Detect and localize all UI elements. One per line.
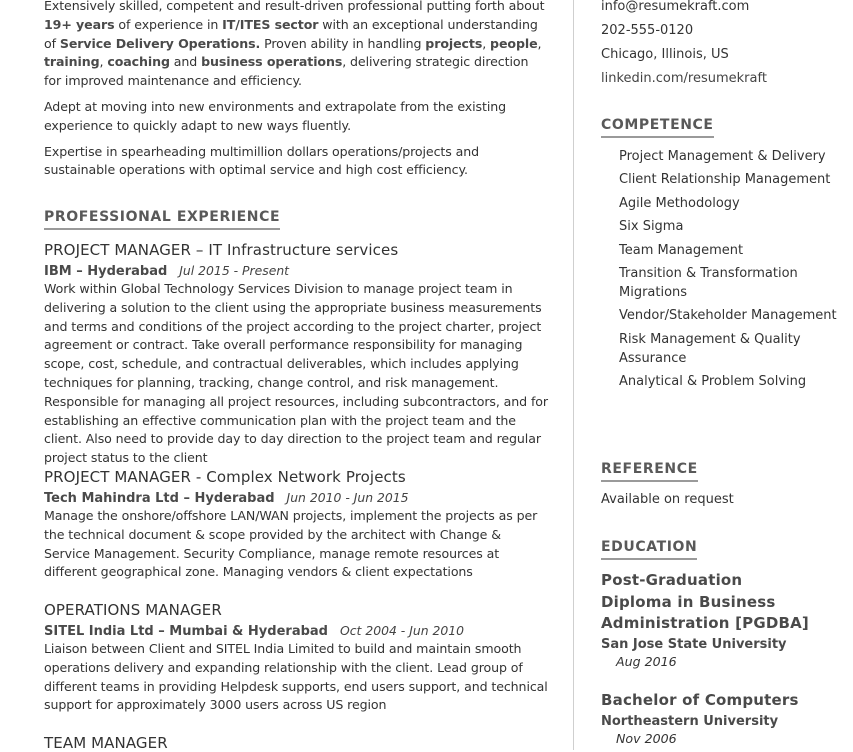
job-title: PROJECT MANAGER - Complex Network Projects (44, 468, 406, 486)
job-company-name: IBM – Hyderabad (44, 264, 168, 279)
summary-text: Proven ability in handling (260, 35, 426, 51)
summary-keyword: 19+ years (44, 16, 115, 32)
education-degree: Bachelor of Computers (601, 691, 799, 709)
reference-text: Available on request (601, 492, 734, 507)
competence-item: Project Management & Delivery (619, 149, 826, 164)
education-degree: Post-Graduation Diploma in Business Administration [PGDBA] (601, 571, 809, 632)
contact-linkedin[interactable]: linkedin.com/resumekraft (601, 71, 767, 86)
summary-text: , (537, 35, 542, 51)
summary-text: Extensively skilled, competent and result-driven professional putting forth about (44, 0, 545, 13)
education-entry (601, 690, 816, 746)
education-school: San Jose State University (601, 636, 787, 652)
contact-email[interactable]: info@resumekraft.com (601, 0, 750, 14)
education-entry (601, 570, 816, 669)
competence-item: Team Management (619, 242, 744, 258)
summary-keyword: people (490, 35, 538, 51)
job-company (44, 490, 549, 506)
competence-item: Vendor/Stakeholder Management (619, 308, 837, 324)
summary-text: , (482, 35, 491, 51)
competence-list (601, 147, 841, 396)
summary-paragraph-3: Expertise in spearheading multimillion dollars operations/projects and sustainable operations with optimal service and high cost efficiency. (44, 143, 479, 178)
column-divider (573, 0, 574, 750)
education-section-header (601, 536, 841, 560)
contact-phone: 202-555-0120 (601, 23, 694, 38)
competence-items (601, 147, 841, 391)
summary-keyword: training (44, 54, 100, 70)
job-entry (44, 468, 549, 582)
job-entry (44, 734, 549, 752)
job-entry (44, 601, 549, 715)
job-title: PROJECT MANAGER – IT Infrastructure services (44, 241, 399, 259)
competence-item: Client Relationship Management (619, 172, 831, 188)
summary-paragraph-1 (44, 0, 549, 91)
summary-text: , (99, 54, 108, 70)
summary-keyword: IT/ITES sector (222, 16, 319, 32)
section-title-experience: PROFESSIONAL EXPERIENCE (44, 209, 280, 230)
competence-item: Six Sigma (619, 219, 684, 235)
summary-text: of experience in (114, 16, 223, 32)
education-date: Nov 2006 (616, 730, 677, 746)
contact-location: Chicago, Illinois, US (601, 47, 729, 62)
competence-section-header (601, 114, 841, 138)
competence-item: Analytical & Problem Solving (619, 374, 807, 390)
summary-keyword: projects (425, 35, 483, 51)
job-dates: Oct 2004 - Jun 2010 (339, 623, 465, 638)
job-dates: Jul 2015 - Present (179, 263, 290, 278)
competence-item: Transition & Transformation Migrations (619, 265, 798, 300)
job-title: OPERATIONS MANAGER (44, 601, 222, 619)
summary-text: with an exceptional understanding of (44, 16, 538, 51)
job-description: Work within Global Technology Services Division to manage project team in delivering a solution to the client using the appropriate business measurements and terms and conditions of the project according to the project charter, project agreement or contract. Take overall performance responsibility for managing scope, cost, schedule, and contractual deliverables, which includes applying techniques for planning, tracking, change control, and risk management. Responsible for managing all project resources, including subcontractors, and for establishing an effective communication plan with the project team and the client. Also need to provide day to day direction to the project team and regular project status to the client (44, 281, 548, 466)
summary-text: and (169, 54, 202, 70)
job-title: TEAM MANAGER (44, 734, 168, 752)
contact-section (601, 0, 841, 91)
summary-keyword: business operations (201, 54, 343, 70)
summary-text: , delivering strategic direction for improved maintenance and efficiency. (44, 54, 529, 89)
education-school: Northeastern University (601, 713, 779, 729)
summary-section (44, 0, 549, 180)
section-title-education: EDUCATION (601, 539, 697, 560)
summary-keyword: coaching (107, 54, 170, 70)
job-description: Manage the onshore/offshore LAN/WAN projects, implement the projects as per the technical document & scope provided by the architect with Change & Service Management. Security Compliance, manage remote resources at different geographical zone. Managing vendors & client expectations (44, 508, 538, 580)
job-dates: Jun 2010 - Jun 2015 (286, 490, 409, 505)
job-company-name: SITEL India Ltd – Mumbai & Hyderabad (44, 624, 328, 639)
job-company-name: Tech Mahindra Ltd – Hyderabad (44, 491, 275, 506)
reference-section-header (601, 458, 841, 482)
job-description: Liaison between Client and SITEL India Limited to build and maintain smooth operations delivery and expanding relationship with the client. Lead group of different teams in providing Helpdesk supports, end users support, and technical support for approximately 3000 users across US region (44, 641, 548, 713)
summary-paragraph-2: Adept at moving into new environments and extrapolate from the existing experience to quickly adapt to new ways fluently. (44, 98, 507, 133)
experience-section-header (44, 206, 549, 230)
job-company (44, 623, 549, 639)
section-title-competence: COMPETENCE (601, 117, 714, 138)
competence-item: Agile Methodology (619, 195, 740, 211)
summary-keyword: Service Delivery Operations. (59, 35, 261, 51)
job-company (44, 263, 549, 279)
job-entry (44, 241, 549, 468)
education-date: Aug 2016 (616, 653, 677, 669)
section-title-reference: REFERENCE (601, 461, 698, 482)
competence-item: Risk Management & Quality Assurance (619, 331, 801, 366)
